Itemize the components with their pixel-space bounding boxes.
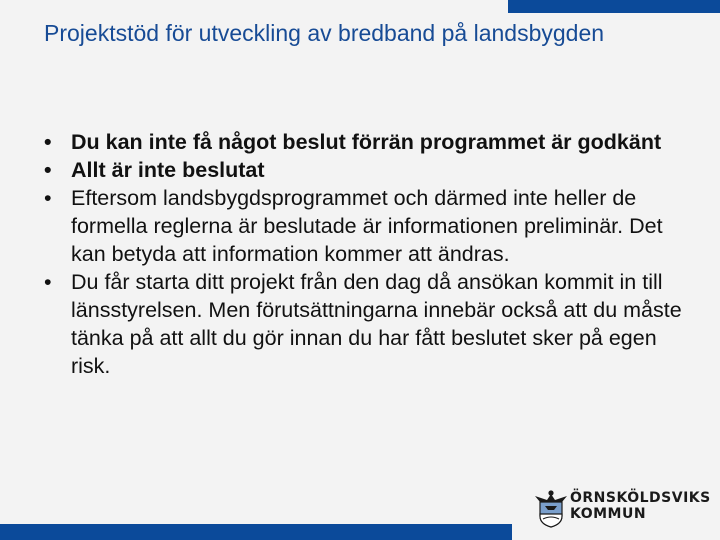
bullet-marker: •	[44, 158, 52, 182]
eagle-crest-icon	[534, 488, 568, 528]
bullet-marker: •	[44, 186, 52, 210]
logo-line-1: ÖRNSKÖLDSVIKS	[570, 490, 711, 506]
bullet-item	[44, 128, 684, 156]
bullet-text: Eftersom landsbygdsprogrammet och därmed inte heller de formella reglerna är beslutade är informationen preliminär. Det kan betyda att information kommer att ändras.	[71, 186, 663, 266]
bullet-item	[44, 156, 684, 184]
bullet-item	[44, 184, 684, 268]
bullet-text: Du får starta ditt projekt från den dag då ansökan kommit in till länsstyrelsen. Men förutsättningarna innebär också att du måste tänka på att allt du gör innan du har fått beslutet sker på egen risk.	[71, 270, 682, 378]
top-accent-bar	[508, 0, 720, 13]
bullet-marker: •	[44, 130, 52, 154]
bullet-text: Allt är inte beslutat	[71, 158, 265, 182]
bullet-text: Du kan inte få något beslut förrän programmet är godkänt	[71, 130, 662, 154]
bullet-marker: •	[44, 270, 52, 294]
municipality-logo	[534, 484, 711, 530]
bottom-accent-bar	[0, 524, 512, 540]
slide-title: Projektstöd för utveckling av bredband på landsbygden	[44, 20, 605, 46]
bullet-list	[44, 128, 684, 380]
logo-wordmark	[570, 490, 711, 522]
bullet-item	[44, 268, 684, 380]
logo-line-2: KOMMUN	[570, 506, 647, 522]
